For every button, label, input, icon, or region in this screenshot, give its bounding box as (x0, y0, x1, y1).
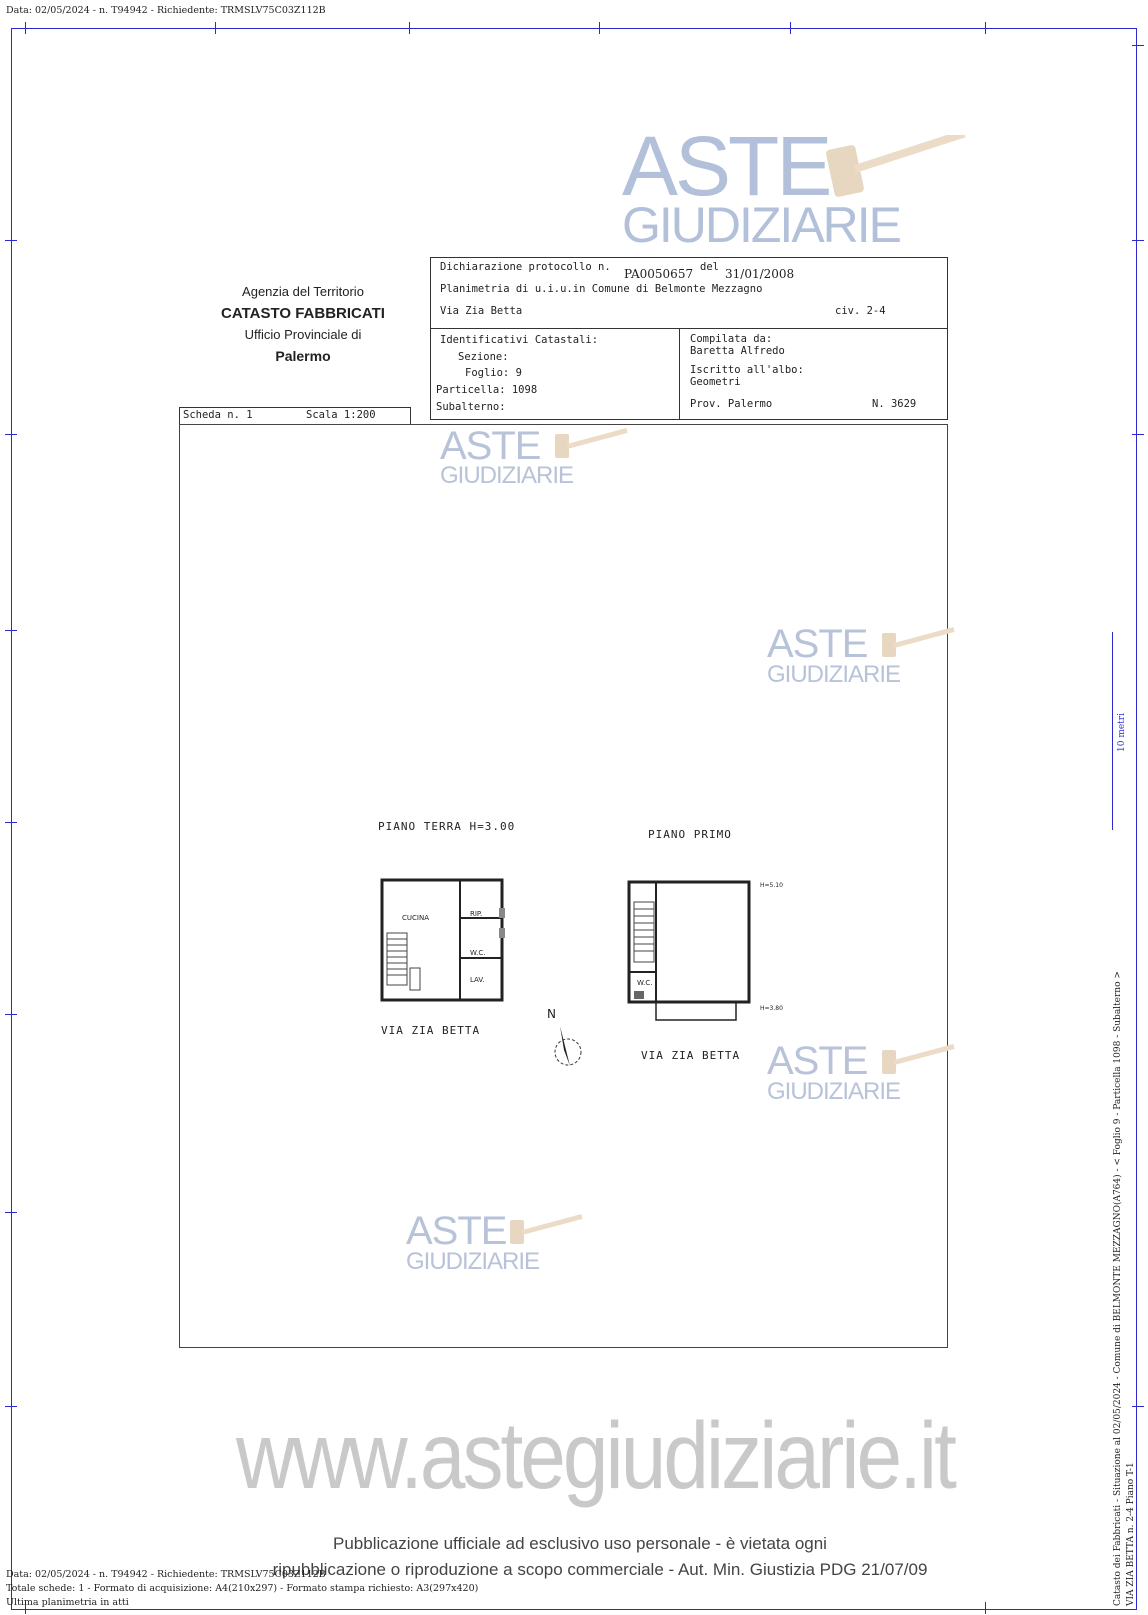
watermark-aste: ASTE (622, 119, 830, 213)
height-label-bottom: H=3.80 (760, 1005, 783, 1012)
protocol-value: PA0050657 (624, 267, 694, 281)
frame-tick (1132, 434, 1144, 435)
frame-tick (1132, 240, 1144, 241)
identifiers-title: Identificativi Catastali: (440, 334, 599, 346)
compiled-label: Compilata da: (690, 333, 773, 345)
scale-bar (1112, 632, 1113, 830)
frame-tick (790, 22, 791, 34)
albo-label: Iscritto all'albo: (690, 364, 804, 376)
ground-floor-title: PIANO TERRA H=3.00 (378, 820, 516, 833)
subalterno: Subalterno: (436, 401, 506, 413)
albo-value: Geometri (690, 376, 741, 388)
frame-tick (409, 22, 410, 34)
date-label: del (700, 261, 719, 273)
scale-label: 10 metri (1117, 713, 1127, 752)
watermark-aste: ASTE (767, 1039, 868, 1083)
scheda-scale: Scala 1:200 (306, 409, 376, 421)
frame-tick (5, 630, 17, 631)
footer-line2: Totale schede: 1 - Formato di acquisizione: A4(210x297) - Formato stampa richiesto: A3(297x420) (6, 1583, 479, 1594)
prov-text: Prov. Palermo (690, 398, 773, 410)
gavel-watermark-icon (825, 135, 975, 215)
footer-line1: Data: 02/05/2024 - n. T94942 - Richiedente: TRMSLV75C03Z112B (6, 1569, 326, 1580)
north-arrow-icon (548, 1020, 588, 1070)
frame-tick (5, 240, 17, 241)
north-label: N (547, 1007, 556, 1021)
gavel-watermark-icon (553, 428, 633, 468)
watermark-giudiziarie: GIUDIZIARIE (406, 1248, 540, 1275)
gavel-watermark-icon (508, 1214, 588, 1254)
protocol-label: Dichiarazione protocollo n. (440, 261, 611, 273)
frame-tick (5, 1014, 17, 1015)
gavel-watermark-icon (880, 1044, 960, 1084)
ground-floor-plan (375, 873, 510, 1008)
watermark-giudiziarie: GIUDIZIARIE (767, 1078, 901, 1105)
room-label-cucina: CUCINA (402, 914, 429, 922)
street-text: Via Zia Betta (440, 305, 523, 317)
compiled-name: Baretta Alfredo (690, 345, 785, 357)
room-label-rip: RIP. (470, 910, 483, 918)
agency-line4: Palermo (275, 348, 331, 364)
civ-text: civ. 2-4 (835, 305, 886, 317)
notice-line1: Pubblicazione ufficiale ad esclusivo uso personale - è vietata ogni (333, 1534, 827, 1553)
frame-tick (5, 822, 17, 823)
top-header: Data: 02/05/2024 - n. T94942 - Richiedente: TRMSLV75C03Z112B (6, 5, 326, 16)
gavel-watermark-icon (880, 627, 960, 667)
notice-line2: ripubblicazione o riproduzione a scopo commerciale - Aut. Min. Giustizia PDG 21/07/09 (272, 1560, 928, 1579)
frame-tick (5, 1406, 17, 1407)
frame-tick (5, 1212, 17, 1213)
agency-line3: Ufficio Provinciale di (244, 327, 362, 342)
watermark-giudiziarie: GIUDIZIARIE (767, 661, 901, 688)
frame-tick (215, 22, 216, 34)
watermark-giudiziarie: GIUDIZIARIE (440, 462, 574, 489)
street-label-right: VIA ZIA BETTA (641, 1049, 741, 1062)
drawing-area (179, 424, 948, 1348)
watermark-giudiziarie: GIUDIZIARIE (622, 197, 901, 253)
footer-line3: Ultima planimetria in atti (6, 1597, 129, 1608)
agency-line2: CATASTO FABBRICATI (221, 305, 385, 322)
planimetry-text: Planimetria di u.i.u.in Comune di Belmonte Mezzagno (440, 283, 763, 295)
first-floor-title: PIANO PRIMO (648, 828, 732, 841)
street-label-left: VIA ZIA BETTA (381, 1024, 481, 1037)
watermark-aste: ASTE (440, 424, 541, 468)
agency-line1: Agenzia del Territorio (242, 284, 364, 299)
side-info-line1: Catasto dei Fabbricati - Situazione al 02/05/2024 - Comune di BELMONTE MEZZAGNO(A764) - < Foglio 9 - Particella 1098 - Subalterno > (1113, 971, 1123, 1606)
frame-tick (599, 22, 600, 34)
sezione: Sezione: (458, 351, 509, 363)
height-label-top: H=5.10 (760, 882, 783, 889)
watermark-aste: ASTE (406, 1209, 507, 1253)
side-info-line2: VIA ZIA BETTA n. 2-4 Piano T-1 (1126, 1462, 1136, 1606)
frame-tick (985, 22, 986, 34)
watermark-url: www.astegiudiziarie.it (236, 1404, 954, 1509)
date-value: 31/01/2008 (725, 267, 795, 281)
foglio: Foglio: 9 (465, 367, 522, 379)
frame-tick (985, 1602, 986, 1614)
albo-number: N. 3629 (872, 398, 917, 410)
frame-tick (1132, 1406, 1144, 1407)
room-label-lav: LAV. (470, 976, 485, 984)
particella: Particella: 1098 (436, 384, 538, 396)
frame-tick (5, 434, 17, 435)
frame-tick (25, 22, 26, 34)
frame-tick (1132, 45, 1144, 46)
room-label-wc: W.C. (470, 949, 486, 957)
room-label-wc2: W.C. (637, 979, 653, 987)
watermark-aste: ASTE (767, 622, 868, 666)
scheda-label: Scheda n. 1 (183, 409, 253, 421)
